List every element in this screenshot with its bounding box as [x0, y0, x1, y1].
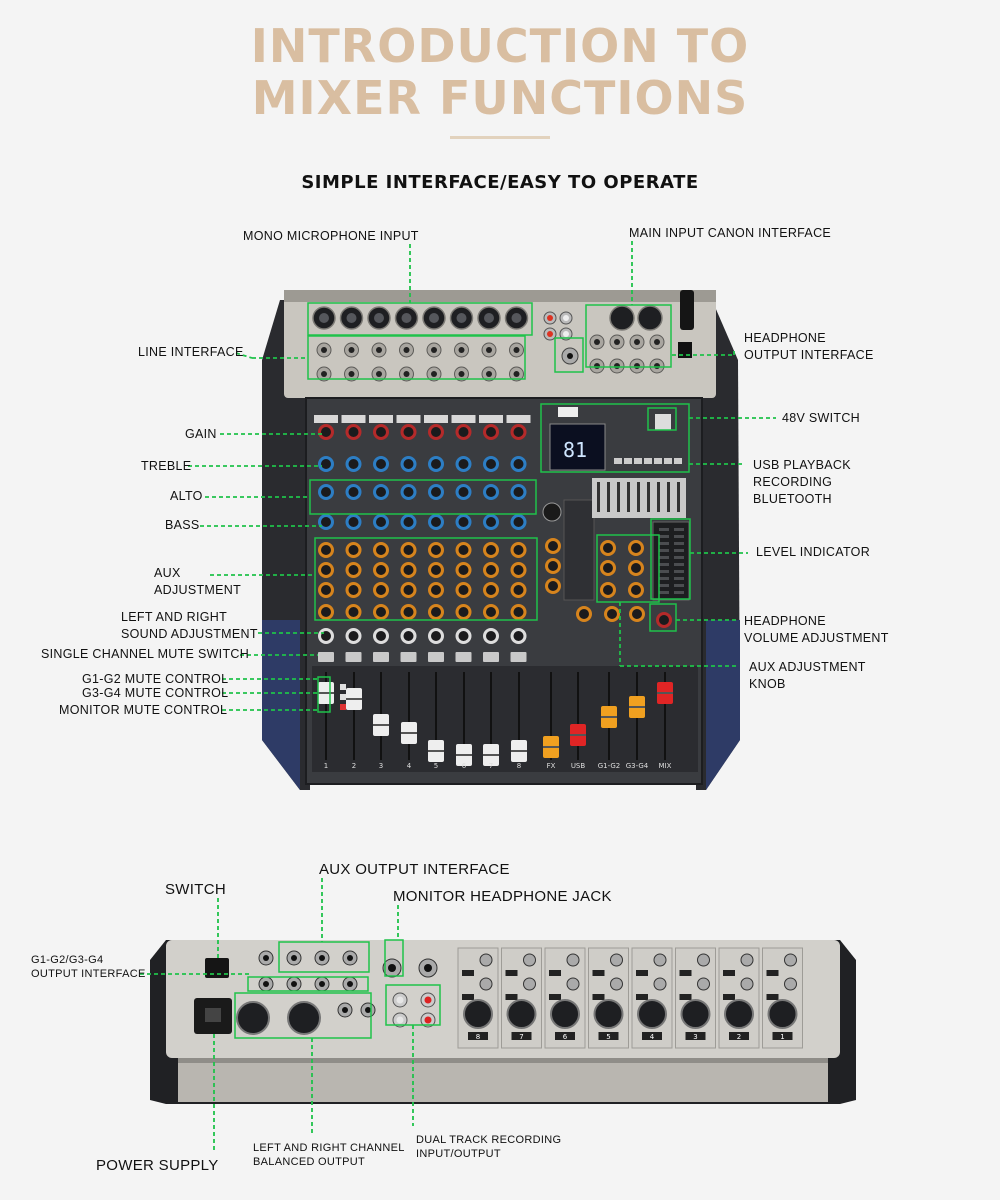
- highlight-box: [555, 338, 583, 372]
- label-hp-volume-2: VOLUME ADJUSTMENT: [744, 631, 889, 645]
- label-group-out-2: OUTPUT INTERFACE: [31, 968, 146, 980]
- rear-channel-number-1: 8: [475, 1033, 481, 1041]
- label-lr-balanced-2: BALANCED OUTPUT: [253, 1156, 366, 1168]
- label-headphone-output-2: OUTPUT INTERFACE: [744, 348, 874, 362]
- label-headphone-output-1: HEADPHONE: [744, 331, 826, 345]
- highlight-box: [586, 305, 671, 367]
- label-usb-1: USB PLAYBACK: [753, 458, 851, 472]
- rear-channel-number-2: 7: [519, 1033, 524, 1041]
- highlight-box: [308, 303, 532, 335]
- rear-channel-number-8: 1: [780, 1033, 785, 1041]
- highlight-box: [310, 480, 536, 514]
- page-title-line-2: MIXER FUNCTIONS: [251, 71, 749, 125]
- fader-label-8: 8: [516, 762, 522, 770]
- label-mono-mic-input: MONO MICROPHONE INPUT: [243, 229, 419, 243]
- rear-channel-number-3: 6: [562, 1033, 568, 1041]
- fader-label-2: 2: [351, 762, 357, 770]
- fader-label-1: 1: [323, 762, 329, 770]
- highlight-box: [650, 604, 676, 631]
- highlight-box: [315, 538, 537, 620]
- rear-channel-number-7: 2: [736, 1033, 742, 1041]
- lcd-value: 81: [563, 438, 588, 462]
- label-aux-knob-2: KNOB: [749, 677, 786, 691]
- label-monitor-jack: MONITOR HEADPHONE JACK: [393, 888, 612, 905]
- highlight-box: [318, 677, 330, 712]
- label-dual-track-1: DUAL TRACK RECORDING: [416, 1134, 562, 1146]
- label-g1g2-mute: G1-G2 MUTE CONTROL: [82, 672, 229, 686]
- rear-channel-number-5: 4: [649, 1033, 655, 1041]
- fader-label-5: 5: [433, 762, 439, 770]
- highlight-box: [648, 408, 676, 430]
- label-48v-switch: 48V SWITCH: [782, 411, 861, 425]
- label-g3g4-mute: G3-G4 MUTE CONTROL: [82, 686, 229, 700]
- label-gain: GAIN: [185, 427, 217, 441]
- label-group-out-1: G1-G2/G3-G4: [31, 954, 104, 966]
- label-lr-1: LEFT AND RIGHT: [121, 610, 228, 624]
- label-aux-2: ADJUSTMENT: [154, 583, 242, 597]
- label-lr-2: SOUND ADJUSTMENT: [121, 627, 258, 641]
- label-hp-volume-1: HEADPHONE: [744, 614, 826, 628]
- label-switch: SWITCH: [165, 881, 226, 898]
- fader-label-13: MIX: [658, 762, 672, 770]
- highlight-box: [385, 940, 403, 976]
- fader-label-7: 7: [488, 762, 494, 770]
- label-level-indicator: LEVEL INDICATOR: [756, 545, 871, 559]
- highlight-box: [597, 535, 659, 602]
- fader-label-12: G3-G4: [625, 762, 649, 770]
- label-aux-knob-1: AUX ADJUSTMENT: [749, 660, 866, 674]
- page-subtitle: SIMPLE INTERFACE/EASY TO OPERATE: [301, 172, 699, 193]
- fader-label-4: 4: [406, 762, 412, 770]
- label-mute-switch: SINGLE CHANNEL MUTE SWITCH: [41, 647, 250, 661]
- fader-label-6: 6: [461, 762, 467, 770]
- page-title-line-1: INTRODUCTION TO: [250, 19, 750, 73]
- label-treble: TREBLE: [141, 459, 192, 473]
- label-power-supply: POWER SUPPLY: [96, 1157, 219, 1174]
- highlight-box: [248, 977, 368, 991]
- label-main-input: MAIN INPUT CANON INTERFACE: [629, 226, 832, 240]
- label-usb-3: BLUETOOTH: [753, 492, 832, 506]
- fader-label-11: G1-G2: [597, 762, 621, 770]
- label-aux-output: AUX OUTPUT INTERFACE: [319, 861, 510, 878]
- label-bass: BASS: [165, 518, 200, 532]
- label-dual-track-2: INPUT/OUTPUT: [416, 1148, 501, 1160]
- fader-label-9: FX: [546, 762, 556, 770]
- highlight-box: [308, 336, 525, 379]
- highlight-box: [279, 942, 369, 972]
- highlight-box: [235, 993, 371, 1038]
- label-line-interface: LINE INTERFACE: [138, 345, 244, 359]
- highlight-box: [651, 519, 690, 599]
- rear-channel-number-6: 3: [693, 1033, 698, 1041]
- label-aux-1: AUX: [154, 566, 181, 580]
- rear-channel-number-4: 5: [606, 1033, 611, 1041]
- label-alto: ALTO: [170, 489, 203, 503]
- label-usb-2: RECORDING: [753, 475, 833, 489]
- label-lr-balanced-1: LEFT AND RIGHT CHANNEL: [253, 1142, 405, 1154]
- highlight-box: [386, 985, 440, 1025]
- label-monitor-mute: MONITOR MUTE CONTROL: [59, 703, 228, 717]
- fader-label-3: 3: [378, 762, 384, 770]
- highlight-box: [541, 404, 689, 472]
- fader-label-10: USB: [570, 762, 586, 770]
